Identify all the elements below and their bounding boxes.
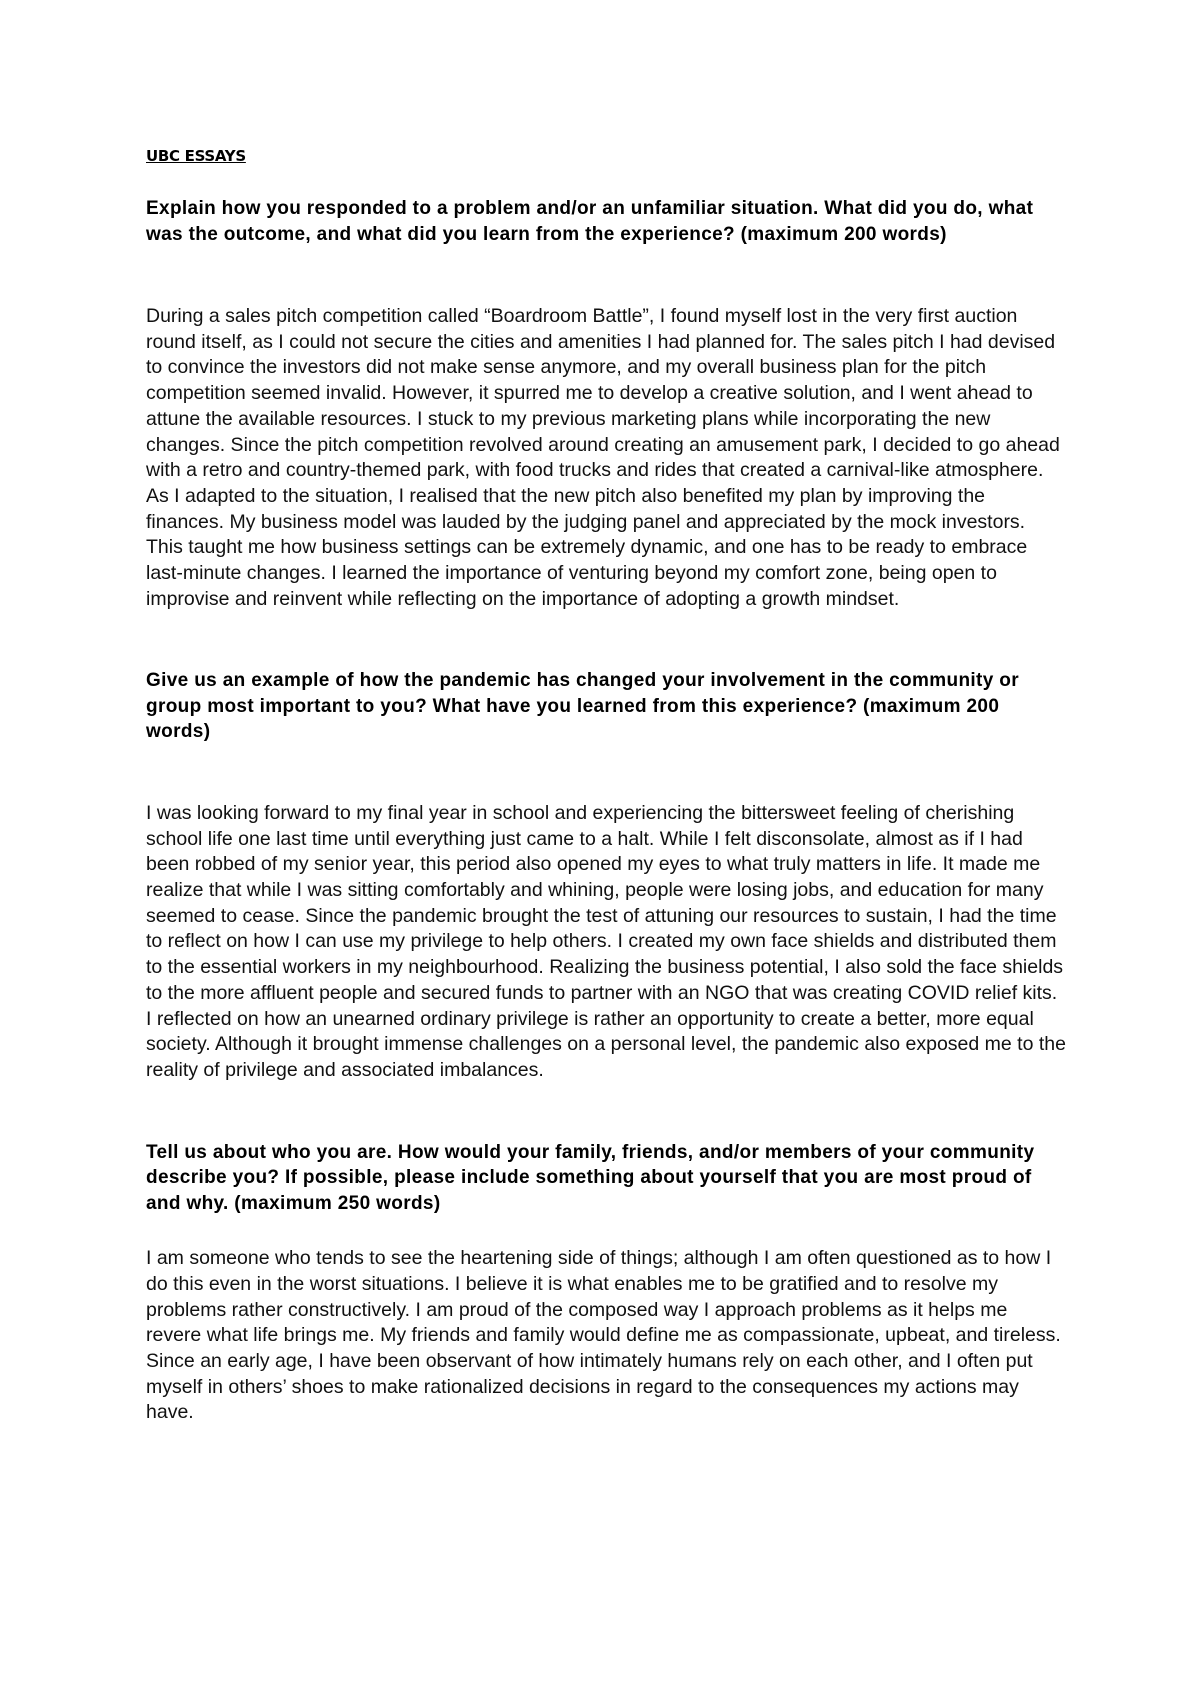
essay-question-1: Explain how you responded to a problem and/or an unfamiliar situation. What did you do, what was the outcome, and what did you learn from the experience? (maximum 200 words) [146, 198, 1034, 245]
document-body [146, 146, 1066, 1426]
essay-answer-1: During a sales pitch competition called “Boardroom Battle”, I found myself lost in the very first auction round itself, as I could not secure the cities and amenities I had planned for. The sales pitch I had devised to convince the investors did not make sense anymore, and my overall business plan for the pitch competition seemed invalid. However, it spurred me to develop a creative solution, and I went ahead to attune the available resources. I stuck to my previous marketing plans while incorporating the new changes. Since the pitch competition revolved around creating an amusement park, I decided to go ahead with a retro and country-themed park, with food trucks and rides that created a carnival-like atmosphere. As I adapted to the situation, I realised that the new pitch also benefited my plan by improving the finances. My business model was lauded by the judging panel and appreciated by the mock investors. This taught me how business settings can be extremely dynamic, and one has to be ready to embrace last-minute changes. I learned the importance of venturing beyond my comfort zone, being open to improvise and reinvent while reflecting on the importance of adopting a growth mindset. [146, 305, 1060, 610]
essay-answer-2: I was looking forward to my final year in school and experiencing the bittersweet feeling of cherishing school life one last time until everything just came to a halt. While I felt disconsolate, almost as if I had been robbed of my senior year, this period also opened my eyes to what truly matters in life. It made me realize that while I was sitting comfortably and whining, people were losing jobs, and education for many seemed to cease. Since the pandemic brought the test of attuning our resources to sustain, I had the time to reflect on how I can use my privilege to help others. I created my own face shields and distributed them to the essential workers in my neighbourhood. Realizing the business potential, I also sold the face shields to the more affluent people and secured funds to partner with an NGO that was creating COVID relief kits. I reflected on how an unearned ordinary privilege is rather an opportunity to create a better, more equal society. Although it brought immense challenges on a personal level, the pandemic also exposed me to the reality of privilege and associated imbalances. [146, 801, 1066, 1081]
essay-question-3: Tell us about who you are. How would your family, friends, and/or members of your community describe you? If possible, please include something about yourself that you are most proud of and why. (maximum 250 words) [146, 1141, 1035, 1214]
essay-answer-3: I am someone who tends to see the heartening side of things; although I am often questioned as to how I do this even in the worst situations. I believe it is what enables me to be gratified and to resolve my problems rather constructively. I am proud of the composed way I approach problems as it helps me revere what life brings me. My friends and family would define me as compassionate, upbeat, and tireless. Since an early age, I have been observant of how intimately humans rely on each other, and I often put myself in others’ shoes to make rationalized decisions in regard to the consequences my actions may have. [146, 1247, 1061, 1424]
document-title: UBC ESSAYS [146, 147, 246, 165]
essay-question-2: Give us an example of how the pandemic has changed your involvement in the community or group most important to you? What have you learned from this experience? (maximum 200 words) [146, 670, 1019, 743]
